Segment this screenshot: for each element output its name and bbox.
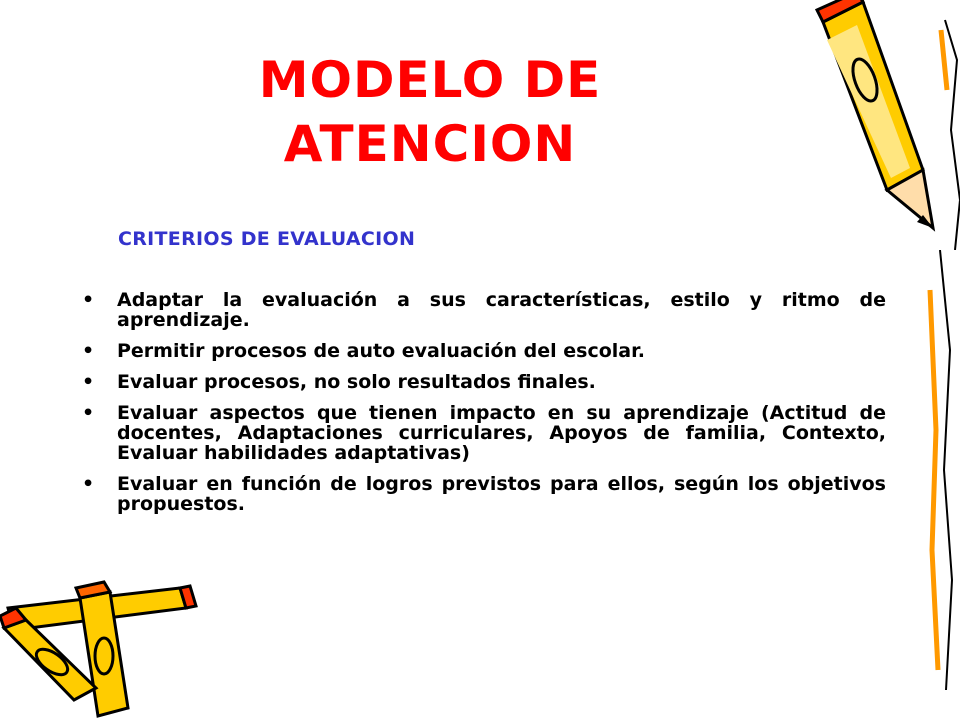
list-item xyxy=(82,403,886,463)
list-item xyxy=(82,341,886,361)
bullet-marker: • xyxy=(82,473,95,495)
title-line-2: ATENCION xyxy=(283,115,577,173)
section-subtitle: CRITERIOS DE EVALUACION xyxy=(118,228,416,250)
pencil-strip-right xyxy=(900,250,960,720)
slide-title xyxy=(150,48,710,176)
title-line-1: MODELO DE xyxy=(258,51,602,109)
list-item-text: Evaluar en función de logros previstos para ellos, según los objetivos propuestos. xyxy=(117,473,886,515)
bullet-marker: • xyxy=(82,371,95,393)
list-item xyxy=(82,290,886,330)
list-item-text: Evaluar aspectos que tienen impacto en su aprendizaje (Actitud de docentes, Adaptaciones curriculares, Apoyos de familia, Contexto, Evaluar habilidades adaptativas) xyxy=(117,402,886,464)
pencils-clipart-bottom-left xyxy=(0,578,200,720)
pencil-icon xyxy=(817,0,933,228)
bullet-marker: • xyxy=(82,402,95,424)
criteria-list xyxy=(82,290,886,525)
bullet-marker: • xyxy=(82,340,95,362)
list-item xyxy=(82,474,886,514)
list-item-text: Evaluar procesos, no solo resultados finales. xyxy=(117,371,596,393)
bullet-marker: • xyxy=(82,289,95,311)
list-item-text: Adaptar la evaluación a sus características, estilo y ritmo de aprendizaje. xyxy=(117,289,886,331)
list-item-text: Permitir procesos de auto evaluación del escolar. xyxy=(117,340,645,362)
list-item xyxy=(82,372,886,392)
pencil-clipart-top-right xyxy=(805,0,960,250)
